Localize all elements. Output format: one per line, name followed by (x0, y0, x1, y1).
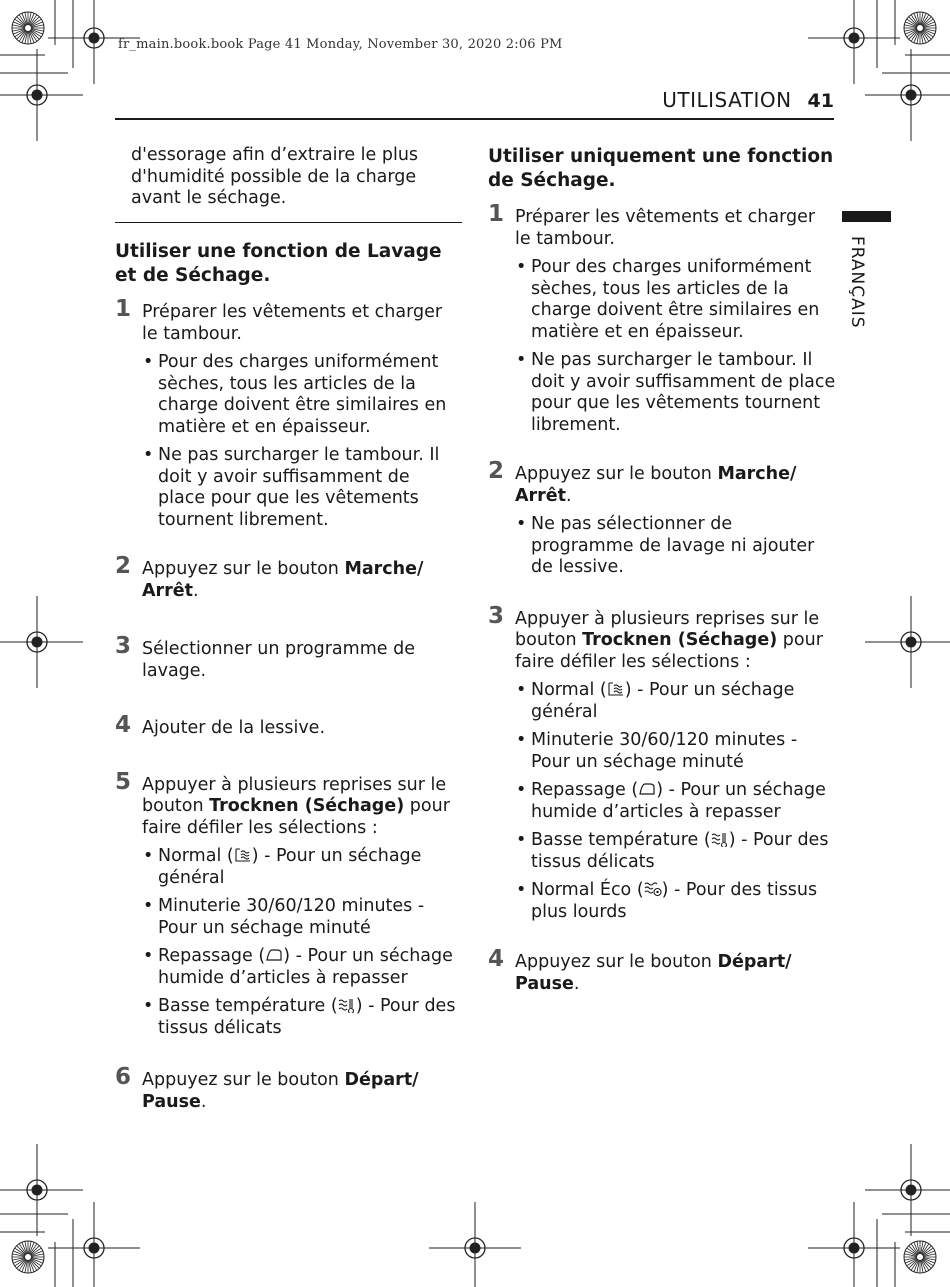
step-6 (115, 1064, 462, 1113)
language-tab-label: FRANÇAIS (847, 236, 867, 329)
option-text: ) - Pour un séchage général (531, 680, 795, 722)
step-1 (488, 201, 836, 436)
list-item: • Pour des charges uniformément sèches, tous les articles de la charge doivent être similaires en matière et en épaisseur. (515, 257, 836, 343)
step-text-part: pour faire défiler les sélections : (515, 630, 823, 672)
step-number: 2 (115, 553, 132, 579)
step-3 (488, 602, 836, 924)
step-2 (115, 553, 462, 602)
section-divider (115, 222, 462, 224)
button-name: Trocknen (Séchage) (582, 630, 778, 650)
step-bullets (142, 846, 462, 1039)
iron-dry-icon (638, 781, 656, 797)
step-number: 6 (115, 1064, 132, 1090)
step-bullets (515, 680, 836, 923)
option-text: Repassage ( (531, 780, 639, 800)
list-item (142, 996, 462, 1039)
list-item: • Minuterie 30/60/120 minutes - Pour un séchage minuté (142, 896, 462, 939)
button-name: Marche/ Arrêt (142, 559, 424, 601)
step-text (142, 775, 462, 840)
step-2 (488, 458, 836, 579)
list-item (515, 880, 836, 923)
step-text (515, 609, 836, 674)
button-name: Départ/ Pause (515, 952, 792, 994)
step-text (142, 559, 462, 602)
button-name: Trocknen (Séchage) (209, 796, 405, 816)
running-header (662, 88, 834, 112)
option-text: ) - Pour des tissus plus lourds (531, 880, 818, 922)
list-item: • Minuterie 30/60/120 minutes - Pour un séchage minuté (515, 730, 836, 773)
header-rule (115, 118, 834, 120)
left-column (115, 145, 462, 1113)
list-item: • Ne pas sélectionner de programme de lavage ni ajouter de lessive. (515, 514, 836, 579)
step-number: 3 (115, 633, 132, 659)
iron-dry-icon (265, 947, 283, 963)
step-text-part: pour faire défiler les sélections : (142, 796, 450, 838)
step-1 (115, 296, 462, 531)
step-text: Préparer les vêtements et charger le tambour. (142, 302, 443, 344)
step-number: 1 (115, 296, 132, 322)
section-heading-wash-dry: Utiliser une fonction de Lavage et de Séchage. (115, 241, 442, 286)
option-text: ) - Pour un séchage humide d’articles à repasser (158, 946, 453, 988)
step-bullets (142, 352, 462, 531)
step-number: 4 (488, 946, 505, 972)
right-column (488, 145, 836, 995)
continued-text: d'essorage afin d’extraire le plus d'humidité possible de la charge avant le séchage. (131, 145, 419, 208)
step-text-part: . (193, 580, 199, 601)
step-text-part: . (566, 485, 572, 506)
step-4 (488, 946, 836, 995)
low-temperature-icon (338, 997, 356, 1013)
step-bullets (515, 514, 836, 579)
step-number: 3 (488, 602, 505, 629)
option-text: ) - Pour un séchage humide d’articles à repasser (531, 780, 826, 822)
step-text-part: Appuyez sur le bouton (515, 464, 718, 484)
print-slug: fr_main.book.book Page 41 Monday, November 30, 2020 2:06 PM (118, 37, 563, 52)
step-text-part: Appuyez sur le bouton (142, 559, 345, 579)
step-number: 2 (488, 458, 505, 484)
step-4 (115, 712, 462, 740)
step-text-part: Appuyer à plusieurs reprises sur le bouton (142, 774, 447, 816)
step-text-part: Appuyez sur le bouton (515, 952, 718, 972)
step-text-part: Appuyer à plusieurs reprises sur le bouton (515, 608, 820, 650)
list-item: • Ne pas surcharger le tambour. Il doit y avoir suffisamment de place pour que les vêtements tournent librement. (515, 350, 836, 436)
option-text: Repassage ( (158, 946, 266, 966)
step-text: Préparer les vêtements et charger le tambour. (515, 207, 816, 249)
step-number: 5 (115, 768, 132, 795)
page-number: 41 (807, 90, 834, 112)
step-bullets (515, 257, 836, 436)
option-text: ) - Pour des tissus délicats (531, 830, 829, 872)
option-text: Normal ( (158, 846, 234, 866)
step-text-part: . (573, 973, 580, 994)
list-item (515, 680, 836, 723)
normal-eco-icon (644, 881, 662, 897)
step-text-part: . (200, 1091, 207, 1112)
option-text: ) - Pour des tissus délicats (158, 996, 456, 1038)
step-text (515, 952, 836, 995)
step-text (142, 1070, 462, 1113)
step-number: 4 (115, 712, 132, 738)
step-number: 1 (488, 201, 505, 227)
dry-normal-icon (234, 847, 252, 863)
option-text: Basse température ( (158, 996, 338, 1016)
step-text: Ajouter de la lessive. (142, 718, 326, 738)
option-text: Basse température ( (531, 830, 711, 850)
option-text: Normal ( (531, 680, 607, 700)
step-text (515, 464, 836, 507)
list-item (142, 846, 462, 889)
step-text-part: Appuyez sur le bouton (142, 1070, 345, 1090)
list-item: • Ne pas surcharger le tambour. Il doit y avoir suffisamment de place pour que les vêtements tournent librement. (142, 445, 462, 531)
button-name: Marche/ Arrêt (515, 464, 797, 506)
section-title: UTILISATION (662, 88, 792, 112)
list-item (515, 780, 836, 823)
dry-normal-icon (607, 681, 625, 697)
list-item (515, 830, 836, 873)
step-5 (115, 768, 462, 1040)
list-item (142, 946, 462, 989)
language-tab-bar (842, 211, 891, 222)
list-item: • Pour des charges uniformément sèches, tous les articles de la charge doivent être similaires en matière et en épaisseur. (142, 352, 462, 438)
section-heading-dry-only: Utiliser uniquement une fonction de Séchage. (488, 146, 834, 191)
option-text: Normal Éco ( (531, 880, 644, 900)
low-temperature-icon (711, 831, 729, 847)
button-name: Départ/ Pause (142, 1070, 419, 1112)
option-text: ) - Pour un séchage général (158, 846, 422, 888)
step-3 (115, 633, 462, 682)
step-text: Sélectionner un programme de lavage. (142, 639, 415, 681)
